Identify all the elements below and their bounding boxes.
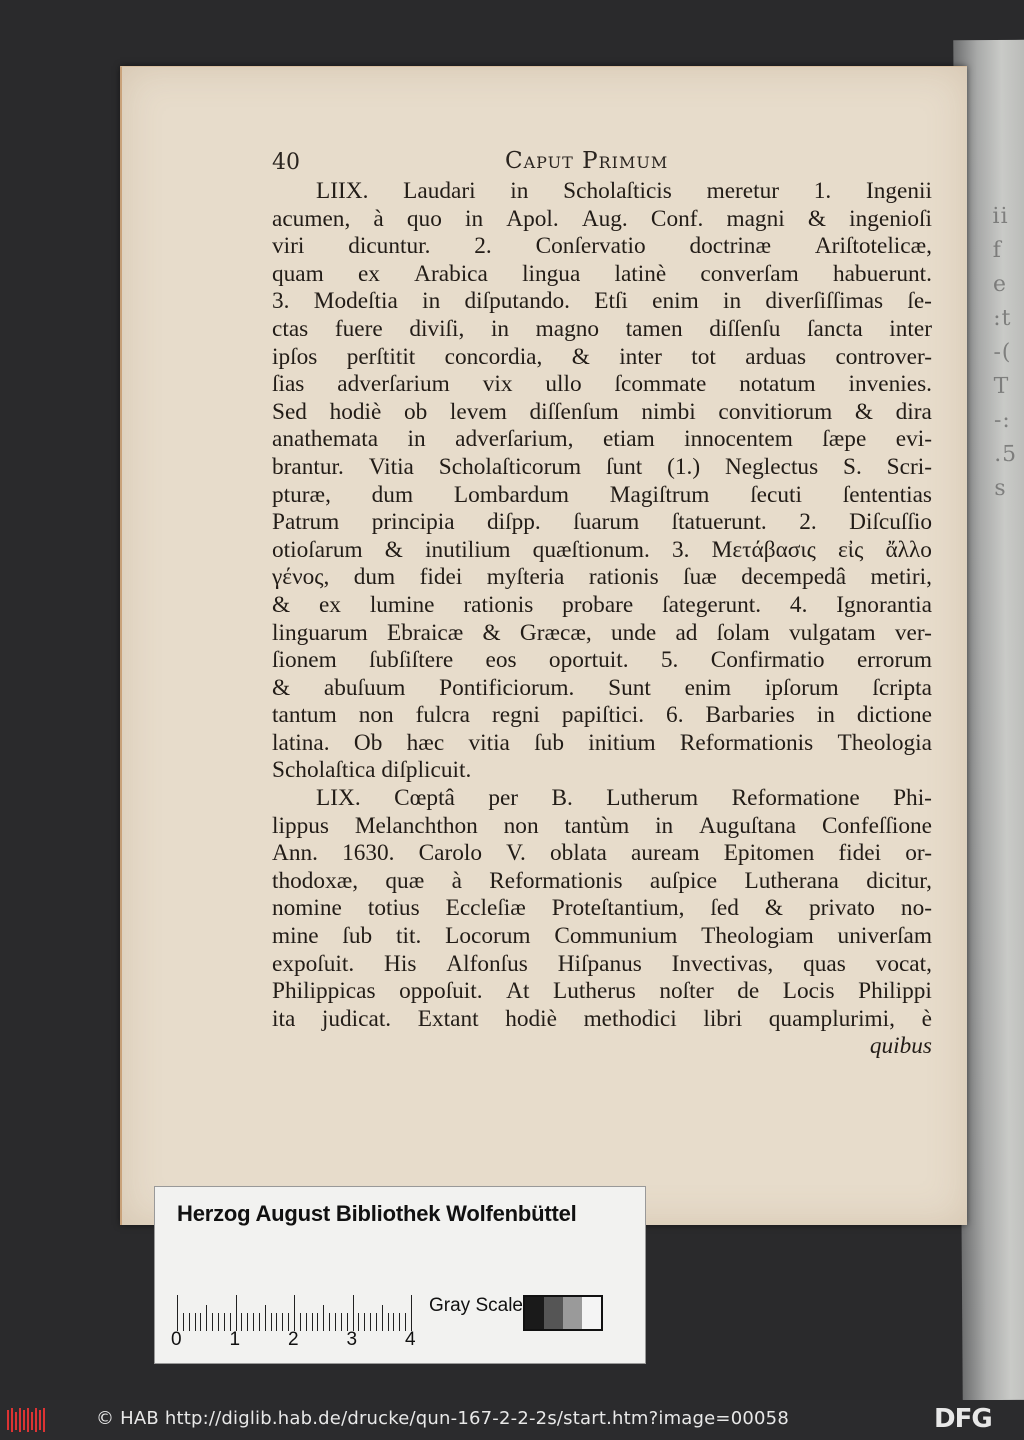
text-line: Sed hodiè ob levem diſſenſum nimbi convitiorum & dira: [272, 398, 932, 425]
text-line: ctas fuere diviſi, in magno tamen diſſenſu ſancta inter: [272, 315, 932, 342]
viewer-footer: [0, 1400, 1024, 1440]
text-line: & abuſuum Pontificiorum. Sunt enim ipſorum ſcripta: [272, 674, 932, 701]
ruler-number: 4: [405, 1329, 416, 1350]
gray-swatch: [544, 1297, 563, 1329]
text-line: ſias adverſarium vix ullo ſcommate notatum invenies.: [272, 371, 932, 398]
text-line: linguarum Ebraicæ & Græcæ, unde ad ſolam vulgatam ver-: [272, 619, 932, 646]
ruler-tick: [294, 1295, 295, 1331]
text-line: LIIX. Laudari in Scholaſticis meretur 1. Ingenii: [316, 178, 932, 204]
text-line: ipſos perſtitit concordia, & inter tot arduas controver-: [272, 343, 932, 370]
text-line: thodoxæ, quæ à Reformationis auſpice Lutherana dicitur,: [272, 867, 932, 894]
text-line: otioſarum & inutilium quæſtionum. 3. Μετάβασις εἰς ἄλλο: [272, 536, 932, 563]
text-line: & ex lumine rationis probare ſategerunt. 4. Ignorantia: [272, 591, 932, 618]
gray-scale-swatches: [523, 1295, 603, 1331]
text-line: mine ſub tit. Locorum Communium Theologiam univerſam: [272, 923, 932, 950]
copyright-url[interactable]: © HAB http://diglib.hab.de/drucke/qun-167-2-2-2s/start.htm?image=00058: [96, 1408, 789, 1429]
adjacent-page-edge: ii f e :t -( T -: .5 s: [953, 40, 1024, 1400]
ruler-tick: [411, 1295, 412, 1331]
text-line: 3. Modeſtia in diſputando. Etſi enim in diverſiſſimas ſe-: [272, 288, 932, 315]
body-text: [272, 178, 932, 1061]
text-line: lippus Melanchthon non tantùm in Auguſtana Confeſſione: [272, 812, 932, 839]
text-line: anathemata in adverſarium, etiam innocentem ſæpe evi-: [272, 426, 932, 453]
ruler-tick: [177, 1295, 178, 1331]
text-line: Patrum principia diſpp. ſuarum ſtatuerunt. 2. Diſcuſſio: [272, 509, 932, 536]
text-line: latina. Ob hæc vitia ſub initium Reformationis Theologia: [272, 729, 932, 756]
library-name: Herzog August Bibliothek Wolfenbüttel: [177, 1201, 577, 1226]
text-line: acumen, à quo in Apol. Aug. Conf. magni & ingenioſi: [272, 205, 932, 232]
text-line: nomine totius Eccleſiæ Proteſtantium, ſed & privato no-: [272, 895, 932, 922]
text-line: ita judicat. Extant hodiè methodici libri quamplurimi, è: [272, 1005, 932, 1032]
running-head: Caput Primum: [505, 148, 669, 174]
page-number: 40: [272, 150, 300, 175]
page-header: [272, 146, 932, 180]
ruler-number: 0: [171, 1329, 182, 1350]
text-line: expoſuit. His Alfonſus Hiſpanus Invectivas, quas vocat,: [272, 950, 932, 977]
library-label: [154, 1186, 646, 1364]
ruler-number: 2: [288, 1329, 299, 1350]
ruler-tick: [265, 1305, 266, 1331]
text-line: brantur. Vitia Scholaſticorum ſunt (1.) Neglectus S. Scri-: [272, 453, 932, 480]
ruler-tick: [323, 1305, 324, 1331]
text-line: LIX. Cœptâ per B. Lutherum Reformatione Phi-: [316, 785, 932, 812]
ruler-number: 1: [229, 1329, 241, 1350]
dfg-logo[interactable]: DFG: [934, 1404, 992, 1434]
text-line: quibus: [869, 1033, 932, 1060]
gray-swatch: [563, 1297, 582, 1329]
text-line: Ann. 1630. Carolo V. oblata auream Epitomen fidei or-: [272, 840, 932, 867]
text-line: Scholaſtica diſplicuit.: [272, 757, 472, 784]
gray-swatch: [582, 1297, 601, 1329]
text-line: γένος, dum fidei myſteria rationis ſuæ decempedâ metiri,: [272, 564, 932, 591]
text-line: Philippicas oppoſuit. At Lutherus noſter de Locis Philippi: [272, 978, 932, 1005]
ruler-tick: [382, 1305, 383, 1331]
hab-barcode-logo-icon[interactable]: [6, 1406, 48, 1434]
text-line: quam ex Arabica lingua latinè converſam habuerunt.: [272, 260, 932, 287]
text-line: pturæ, dum Lombardum Magiſtrum ſecuti ſententias: [272, 481, 932, 508]
gray-swatch: [525, 1297, 544, 1329]
text-line: tantum non fulcra regni papiſtici. 6. Barbaries in dictione: [272, 702, 932, 729]
ruler-tick: [236, 1295, 237, 1331]
ruler-tick: [206, 1305, 207, 1331]
ruler-number: 3: [346, 1329, 358, 1350]
measurement-ruler: [177, 1291, 417, 1331]
gray-scale-label: Gray Scale: [429, 1295, 523, 1316]
ruler-tick: [353, 1295, 354, 1331]
text-line: viri dicuntur. 2. Conſervatio doctrinæ Ariſtotelicæ,: [272, 233, 932, 260]
text-line: ſionem ſubſiſtere eos oportuit. 5. Confirmatio errorum: [272, 647, 932, 674]
ruler-numbers: [171, 1329, 431, 1351]
